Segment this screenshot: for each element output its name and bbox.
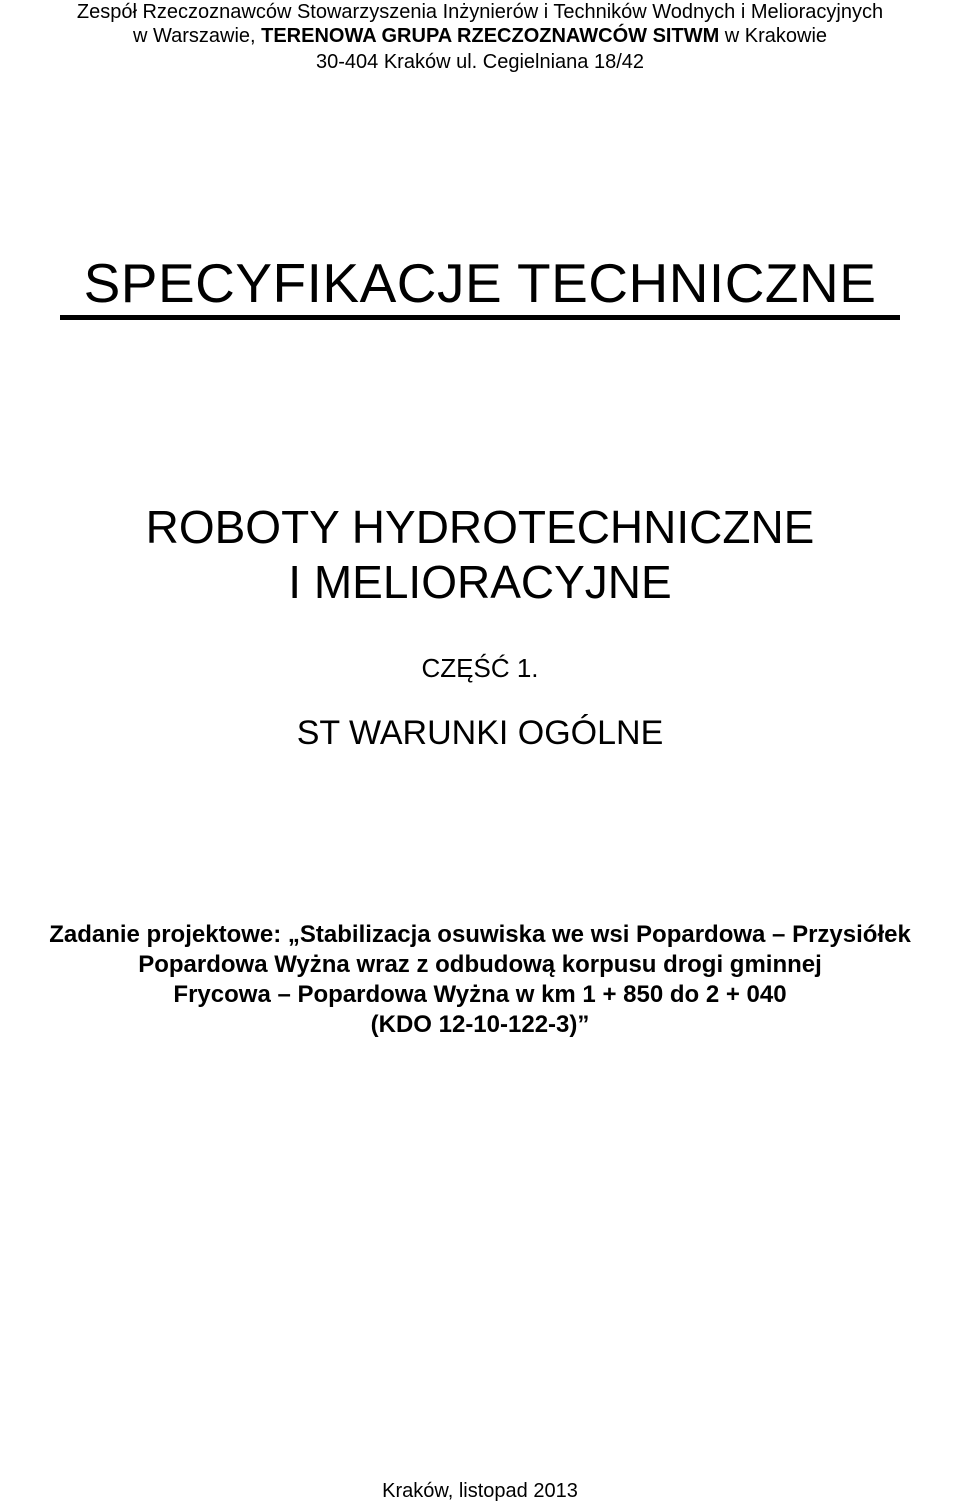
task-line-2: Popardowa Wyżna wraz z odbudową korpusu drogi gminnej — [138, 951, 822, 978]
header-city-prefix: w Warszawie, — [132, 25, 262, 47]
place-and-date: Kraków, listopad 2013 — [382, 1480, 578, 1502]
header-group-name: TERENOWA GRUPA RZECZOZNAWCÓW SITWM — [261, 25, 720, 47]
document-title: SPECYFIKACJE TECHNICZNE — [83, 252, 877, 314]
header-group — [0, 24, 960, 48]
header-address: 30-404 Kraków ul. Cegielniana 18/42 — [316, 51, 644, 73]
subtitle-line-1: ROBOTY HYDROTECHNICZNE — [145, 501, 815, 553]
subtitle-line-2: I MELIORACYJNE — [288, 556, 672, 608]
task-line-4: (KDO 12-10-122-3)” — [370, 1011, 590, 1038]
section-heading: ST WARUNKI OGÓLNE — [296, 714, 664, 752]
header-organization: Zespół Rzeczoznawców Stowarzyszenia Inżynierów i Techników Wodnych i Melioracyjnych — [76, 1, 884, 23]
task-line-3: Frycowa – Popardowa Wyżna w km 1 + 850 do 2 + 040 — [173, 981, 787, 1008]
task-line-1: Zadanie projektowe: „Stabilizacja osuwiska we wsi Popardowa – Przysiółek — [49, 921, 911, 948]
part-heading: CZĘŚĆ 1. — [421, 653, 539, 683]
header-city-suffix: w Krakowie — [719, 25, 828, 47]
title-underline — [60, 315, 900, 320]
